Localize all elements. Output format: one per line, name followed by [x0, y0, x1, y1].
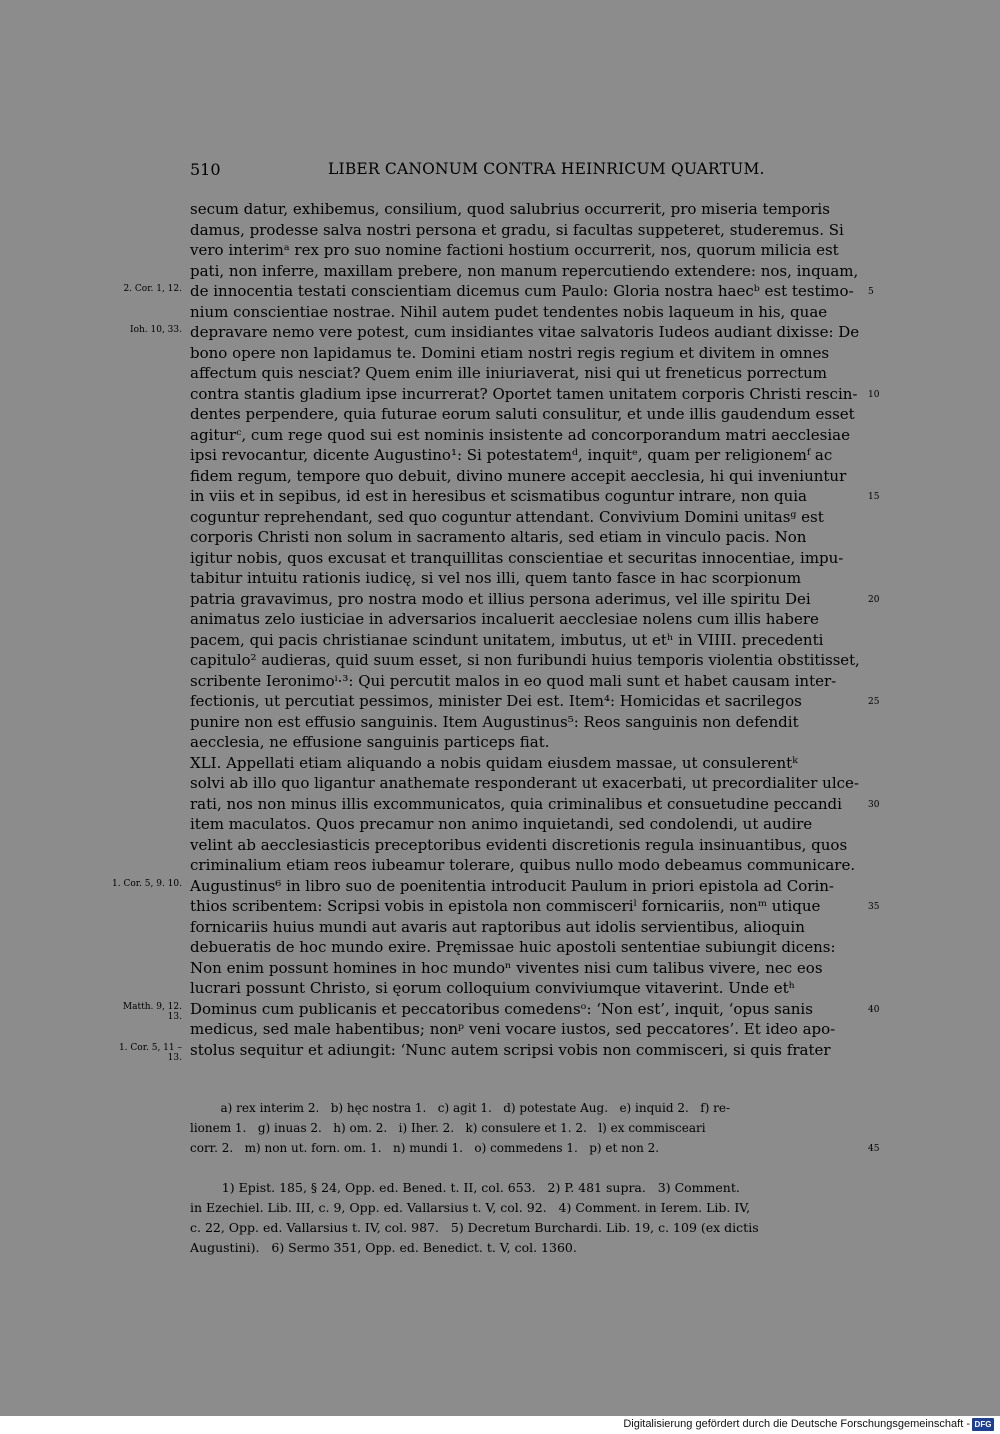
line-text: animatus zelo iusticiae in adversarios incaluerit aecclesiae nolens cum illis habere	[190, 610, 819, 628]
line-text: rati, nos non minus illis excommunicatos, quia criminalibus et consuetudine peccandi	[190, 794, 842, 813]
text-line	[122, 999, 880, 1022]
text-line	[190, 568, 860, 589]
text-line	[190, 363, 860, 384]
line-number: 15	[868, 492, 880, 502]
line-text: fornicariis huius mundi aut avaris aut raptoribus aut idolis servientibus, alioquin	[190, 917, 805, 936]
line-text: debueratis de hoc mundo exire. Pręmissae huic apostoli sententiae subiungit dicens:	[190, 938, 836, 956]
running-title: LIBER CANONUM CONTRA HEINRICUM QUARTUM.	[328, 160, 765, 178]
line-text: aecclesia, ne effusione sanguinis particeps fiat.	[190, 733, 550, 751]
text-line	[190, 199, 860, 220]
text-line	[190, 220, 860, 241]
footnote-text: lionem 1. g) inuas 2. h) om. 2. i) Iher. 2. k) consulere et 1. 2. l) ex commisceari	[190, 1121, 706, 1135]
line-text: medicus, sed male habentibus; nonᵖ veni vocare iustos, sed peccatores’. Et ideo apo-	[190, 1020, 836, 1038]
line-number: 20	[868, 594, 880, 605]
footnotes-variants	[190, 1098, 880, 1158]
text-line	[130, 322, 860, 343]
text-line	[190, 917, 860, 938]
line-text: scribente Ieronimoⁱ·³: Qui percutit malos in eo quod mali sunt et habet causam inter-	[190, 671, 837, 690]
text-line	[190, 466, 860, 487]
line-text: bono opere non lapidamus te. Domini etiam nostri regis regium et divitem in omnes	[190, 343, 830, 362]
text-line	[112, 876, 860, 897]
dfg-logo-icon[interactable]: DFG	[972, 1418, 994, 1431]
text-line	[190, 835, 860, 856]
footnote-variant-line	[190, 1138, 880, 1158]
footnote-text: c. 22, Opp. ed. Vallarsius t. IV, col. 987. 5) Decretum Burchardi. Lib. 19, c. 109 (ex dictis	[190, 1220, 759, 1235]
line-text: corporis Christi non solum in sacramento altaris, sed etiam in vinculo pacis. Non	[190, 528, 807, 546]
line-text: pacem, qui pacis christianae scindunt unitatem, imbutus, ut etʰ in VIIII. precedenti	[190, 630, 824, 649]
line-text: stolus sequitur et adiungit: ‘Nunc autem scripsi vobis non commisceri, si quis frater	[190, 1040, 831, 1059]
line-number: 35	[868, 902, 880, 912]
text-line	[190, 650, 860, 671]
line-text: igitur nobis, quos excusat et tranquillitas conscientiae et securitas innocentiae, impu-	[190, 548, 844, 567]
footer-bar	[0, 1416, 1000, 1434]
line-number: 5	[868, 287, 874, 297]
margin-reference: 1. Cor. 5, 9. 10.	[112, 878, 182, 889]
line-text: criminalium etiam reos iubeamur tolerare, quibus nullo modo debeamus communicare.	[190, 856, 856, 874]
text-line	[190, 302, 860, 323]
text-line	[190, 814, 860, 835]
margin-reference: 1. Cor. 5, 11 – 13.	[118, 1042, 182, 1063]
page-number: 510	[190, 160, 221, 179]
text-line	[190, 589, 880, 610]
text-line	[123, 281, 874, 302]
text-line	[190, 445, 860, 466]
line-number: 25	[868, 697, 880, 707]
text-line	[190, 958, 860, 979]
line-text: damus, prodesse salva nostri persona et gradu, si facultas suppeteret, studeremus. Si	[190, 220, 844, 239]
footnote-text: Augustini). 6) Sermo 351, Opp. ed. Benedict. t. V, col. 1360.	[190, 1240, 577, 1255]
text-line	[118, 1040, 860, 1063]
margin-reference: Matth. 9, 12. 13.	[122, 1001, 182, 1022]
text-line	[190, 1019, 860, 1040]
text-line	[190, 937, 860, 958]
text-line	[190, 404, 860, 425]
line-text: secum datur, exhibemus, consilium, quod salubrius occurrerit, pro miseria temporis	[190, 200, 830, 218]
line-text: in viis et in sepibus, id est in heresibus et scismatibus coguntur intrare, non quia	[190, 487, 807, 505]
line-text: solvi ab illo quo ligantur anathemate responderant ut exacerbati, ut precordialiter ulce-	[190, 774, 859, 792]
text-line	[190, 671, 860, 692]
line-text: affectum quis nesciat? Quem enim ille iniuriaverat, nisi qui ut freneticus porrectum	[190, 364, 828, 382]
main-text	[112, 199, 880, 1063]
margin-reference: Ioh. 10, 33.	[130, 325, 182, 335]
footnote-reference-line	[190, 1178, 860, 1198]
footnote-text: corr. 2. m) non ut. forn. om. 1. n) mundi 1. o) commedens 1. p) et non 2.	[190, 1141, 660, 1155]
text-line	[190, 240, 860, 261]
footnote-reference-line	[190, 1218, 860, 1238]
line-text: lucrari possunt Christo, si ęorum colloquium conviviumque vitaverint. Unde etʰ	[190, 979, 796, 997]
text-line	[190, 261, 860, 282]
line-text: Dominus cum publicanis et peccatoribus comedensᵒ: ‘Non est’, inquit, ‘opus sanis	[190, 999, 813, 1018]
text-line	[190, 773, 860, 794]
footnote-reference-line	[190, 1198, 860, 1218]
line-text: Non enim possunt homines in hoc mundoⁿ viventes nisi cum talibus vivere, nec eos	[190, 958, 823, 977]
text-line	[190, 630, 860, 651]
line-text: item maculatos. Quos precamur non animo inquietandi, sed condolendi, ut audire	[190, 815, 813, 833]
footnote-variant-line	[190, 1098, 860, 1118]
line-text: capitulo² audieras, quid suum esset, si non furibundi huius temporis violentia obstitisset,	[190, 651, 860, 669]
line-text: dentes perpendere, quia futurae eorum saluti consulitur, et unde illis gaudendum esset	[190, 405, 855, 423]
text-line	[190, 732, 860, 753]
line-text: velint ab aecclesiasticis preceptoribus evidenti discretionis regula insinuantibus, quos	[190, 835, 848, 854]
footnote-text: a) rex interim 2. b) hęc nostra 1. c) agit 1. d) potestate Aug. e) inquid 2. f) re-	[190, 1101, 731, 1115]
text-line	[190, 425, 860, 446]
line-number: 10	[868, 389, 880, 400]
line-number: 40	[868, 1004, 880, 1015]
line-number: 30	[868, 799, 880, 810]
line-text: Augustinus⁶ in libro suo de poenitentia introducit Paulum in priori epistola ad Corin-	[190, 876, 834, 895]
line-text: XLI. Appellati etiam aliquando a nobis quidam eiusdem massae, ut consulerentᵏ	[190, 753, 798, 772]
footnote-variant-line	[190, 1118, 860, 1138]
text-line	[190, 486, 880, 507]
text-line	[190, 978, 860, 999]
line-text: thios scribentem: Scripsi vobis in epistola non commisceriˡ fornicariis, nonᵐ utique	[190, 897, 821, 915]
line-text: nium conscientiae nostrae. Nihil autem pudet tendentes nobis laqueum in his, quae	[190, 302, 828, 321]
footnotes-references	[190, 1178, 860, 1258]
line-text: agiturᶜ, cum rege quod sui est nominis insistente ad concorporandum matri aecclesiae	[190, 425, 850, 444]
text-line	[190, 896, 880, 917]
text-line	[190, 691, 880, 712]
footnote-text: in Ezechiel. Lib. III, c. 9, Opp. ed. Vallarsius t. V, col. 92. 4) Comment. in Ierem. Lib. IV,	[190, 1200, 751, 1215]
line-text: de innocentia testati conscientiam dicemus cum Paulo: Gloria nostra haecᵇ est testimo-	[190, 282, 854, 300]
text-line	[190, 527, 860, 548]
line-text: vero interimᵃ rex pro suo nomine factioni hostium occurrerit, nos, quorum milicia est	[190, 241, 839, 259]
footnote-reference-line	[190, 1238, 860, 1258]
line-text: patria gravavimus, pro nostra modo et illius persona aderimus, vel ille spiritu Dei	[190, 589, 811, 608]
text-line	[190, 548, 860, 569]
text-line	[190, 712, 860, 733]
line-text: depravare nemo vere potest, cum insidiantes vitae salvatoris Iudeos audiant dixisse: De	[190, 323, 860, 341]
footnote-text: 1) Epist. 185, § 24, Opp. ed. Bened. t. II, col. 653. 2) P. 481 supra. 3) Comment.	[190, 1180, 740, 1195]
margin-reference: 2. Cor. 1, 12.	[123, 284, 182, 294]
text-line	[190, 753, 860, 774]
text-line	[190, 609, 860, 630]
line-number: 45	[868, 1144, 880, 1154]
line-text: contra stantis gladium ipse incurrerat? Oportet tamen unitatem corporis Christi rescin-	[190, 384, 858, 403]
line-text: punire non est effusio sanguinis. Item Augustinus⁵: Reos sanguinis non defendit	[190, 712, 799, 731]
line-text: tabitur intuitu rationis iudicę, si vel nos illi, quem tanto fasce in hac scorpionum	[190, 569, 802, 587]
text-line	[190, 855, 860, 876]
line-text: ipsi revocantur, dicente Augustino¹: Si potestatemᵈ, inquitᵉ, quam per religionemᶠ ac	[190, 446, 833, 464]
footer-credit[interactable]: Digitalisierung gefördert durch die Deutsche Forschungsgemeinschaft -	[623, 1418, 970, 1430]
line-text: fidem regum, tempore quo debuit, divino munere accepit aecclesia, hi qui inveniuntur	[190, 466, 847, 485]
text-line	[190, 384, 880, 405]
line-text: coguntur reprehendant, sed quo coguntur attendant. Convivium Domini unitasᵍ est	[190, 507, 824, 526]
text-line	[190, 794, 880, 815]
text-line	[190, 507, 860, 528]
line-text: pati, non inferre, maxillam prebere, non manum repercutiendo extendere: nos, inquam,	[190, 261, 859, 280]
line-text: fectionis, ut percutiat pessimos, minister Dei est. Item⁴: Homicidas et sacrilegos	[190, 692, 802, 710]
text-line	[190, 343, 860, 364]
